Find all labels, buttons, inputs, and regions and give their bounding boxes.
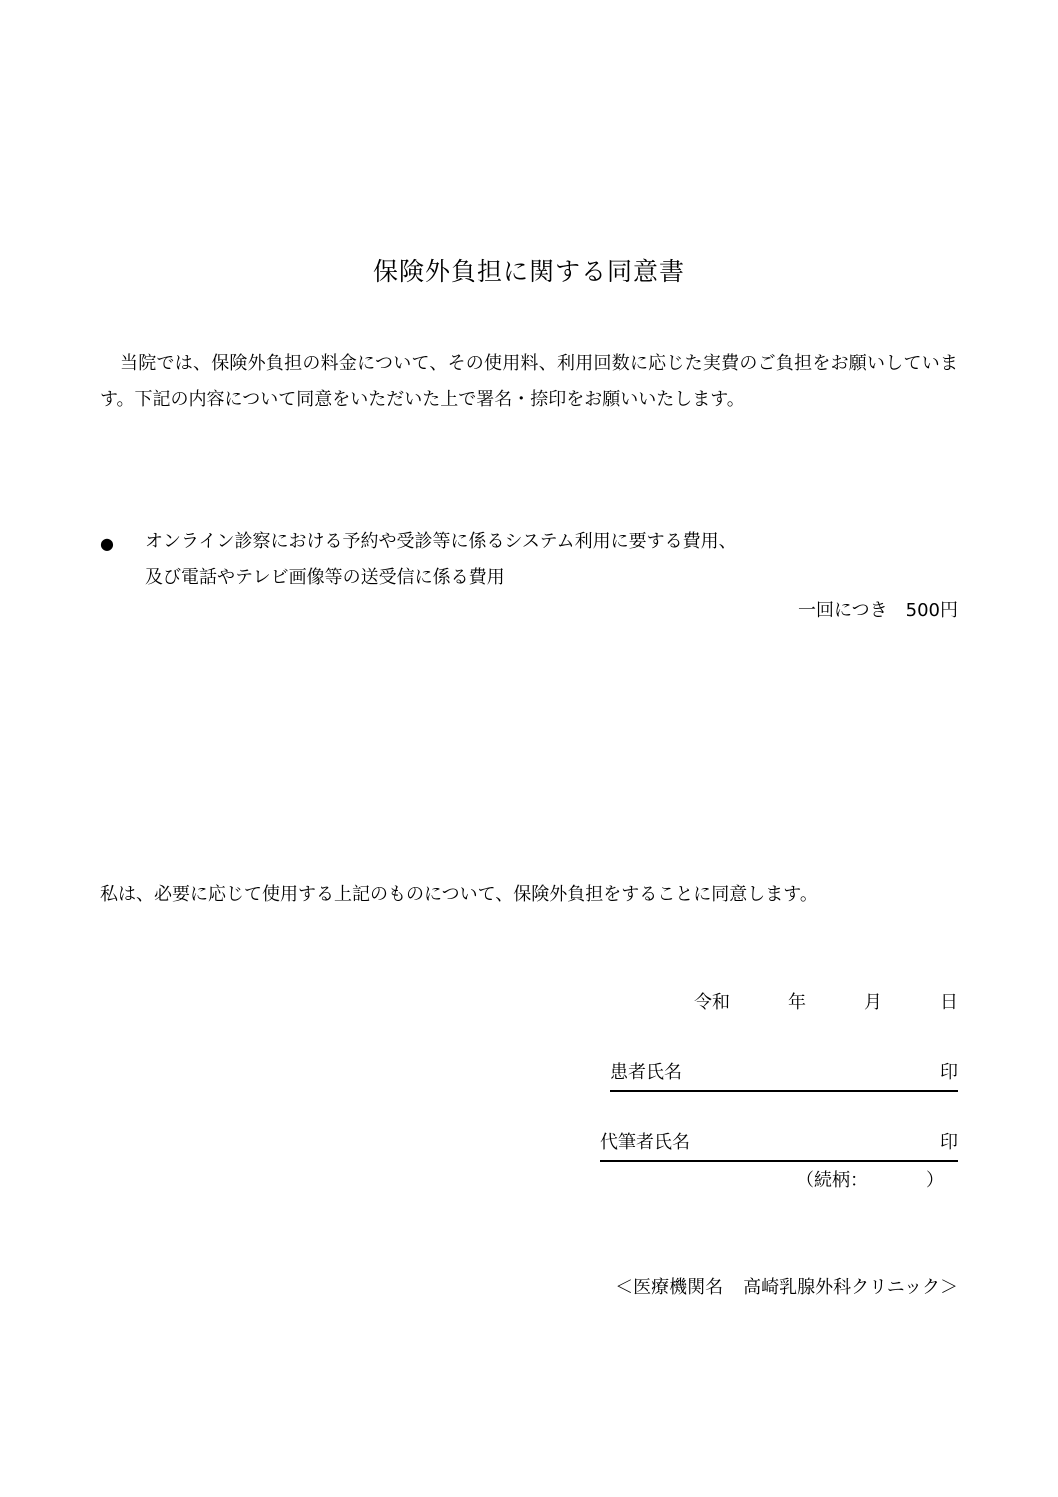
date-month-label: 月 xyxy=(864,992,882,1013)
proxy-name-label: 代筆者氏名 xyxy=(600,1132,690,1153)
intro-paragraph: 当院では、保険外負担の料金について、その使用料、利用回数に応じた実費のご負担をお願いしています。下記の内容について同意をいただいた上で署名・捺印をお願いいたします。 xyxy=(100,353,958,410)
relationship-close-paren: ） xyxy=(926,1170,944,1191)
date-field[interactable] xyxy=(694,988,958,1018)
clinic-name xyxy=(615,1273,958,1303)
fee-item-line-1: オンライン診察における予約や受診等に係るシステム利用に要する費用、 xyxy=(145,531,737,552)
patient-seal-mark: 印 xyxy=(940,1062,958,1083)
clinic-prefix: ＜医療機関名 xyxy=(615,1277,724,1298)
date-year-label: 年 xyxy=(788,992,806,1013)
relationship-label: （続柄： xyxy=(796,1170,868,1191)
fee-item-line-2: 及び電話やテレビ画像等の送受信に係る費用 xyxy=(145,567,505,588)
fee-item-price: 一回につき 500円 xyxy=(798,600,958,621)
bullet-icon: ● xyxy=(100,534,114,553)
clinic-name-text: 高崎乳腺外科クリニック＞ xyxy=(743,1277,958,1298)
proxy-seal-mark: 印 xyxy=(940,1132,958,1153)
consent-statement: 私は、必要に応じて使用する上記のものについて、保険外負担をすることに同意します。 xyxy=(100,884,818,905)
date-era-label: 令和 xyxy=(694,992,730,1013)
relationship-field[interactable] xyxy=(796,1166,944,1196)
date-day-label: 日 xyxy=(940,992,958,1013)
patient-signature-field[interactable] xyxy=(610,1058,958,1092)
patient-name-label: 患者氏名 xyxy=(610,1062,682,1083)
fee-item-description xyxy=(145,524,945,596)
proxy-signature-field[interactable] xyxy=(600,1128,958,1162)
document-title: 保険外負担に関する同意書 xyxy=(372,257,685,286)
